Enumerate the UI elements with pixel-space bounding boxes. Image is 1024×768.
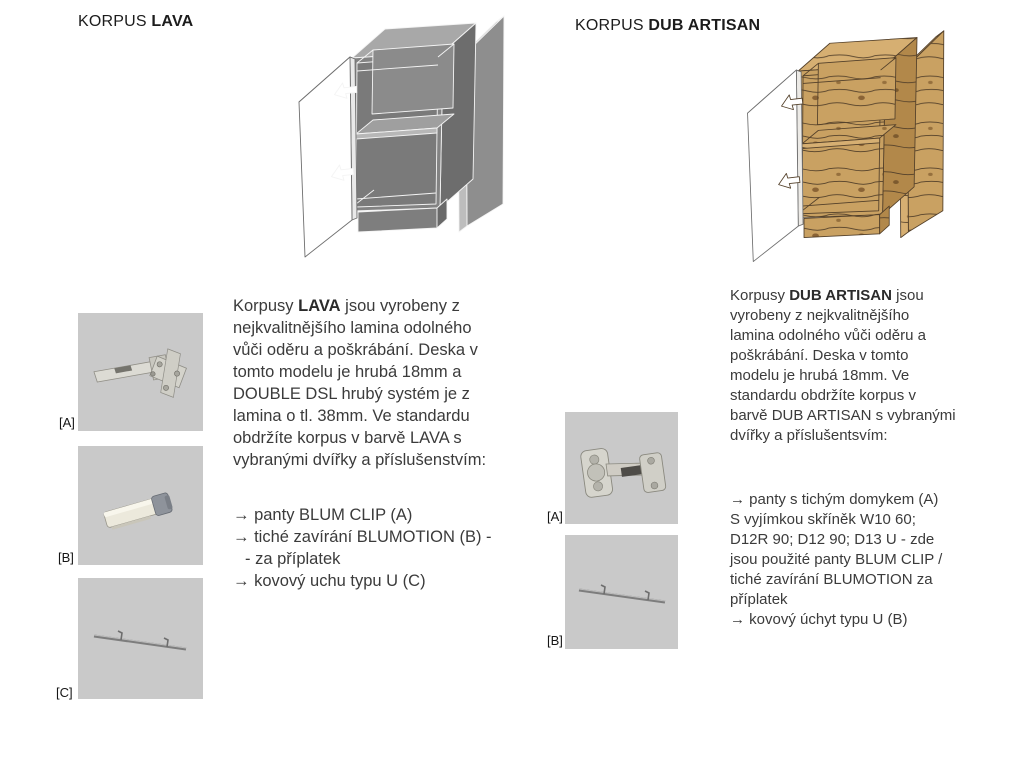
hardware-label: [A]: [59, 415, 75, 430]
dub-artisan-description: [730, 286, 956, 630]
paragraph-line: vybranými dvířky a příslušenstvím:: [233, 451, 487, 469]
hardware-photo-c: [78, 578, 203, 699]
paragraph-line: Korpusy DUB ARTISAN jsou: [730, 287, 924, 304]
spacer: [730, 446, 956, 490]
feature-item: → kovový uchu typu U (C): [233, 572, 426, 590]
paragraph-line: tomto modelu je hrubá 18mm a: [233, 363, 462, 381]
blum-clip-hinge-photo-icon: [78, 313, 203, 431]
feature-item-continuation: tiché zavírání BLUMOTION za: [730, 571, 933, 588]
paragraph-line: lamina o tl. 38mm. Ve standardu: [233, 407, 470, 425]
hardware-photo-a: [78, 313, 203, 431]
paragraph-line: lamina odolného vůči oděru a: [730, 327, 926, 344]
feature-item-continuation: S vyjímkou skříněk W10 60;: [730, 511, 916, 528]
title-bold: DUB ARTISAN: [648, 17, 761, 34]
feature-item: → panty s tichým domykem (A): [730, 491, 939, 508]
feature-item: → panty BLUM CLIP (A): [233, 506, 413, 524]
feature-item-continuation: jsou použité panty BLUM CLIP /: [730, 551, 943, 568]
lava-description: [233, 295, 492, 592]
paragraph-line: standardu obdržíte korpus v: [730, 387, 916, 404]
korpus-lava-title: [78, 13, 193, 31]
title-normal: KORPUS: [78, 13, 152, 30]
hardware-label: [B]: [547, 633, 563, 648]
hardware-label: [C]: [56, 685, 73, 700]
hardware-label: [A]: [547, 509, 563, 524]
paragraph-line: modelu je hrubá 18mm. Ve: [730, 367, 910, 384]
hardware-photo-b-right: [565, 535, 678, 649]
paragraph-line: vůči oděru a poškrábání. Deska v: [233, 341, 478, 359]
paragraph-line: DOUBLE DSL hrubý systém je z: [233, 385, 470, 403]
hardware-label: [B]: [58, 550, 74, 565]
paragraph-line: poškrábání. Deska v tomto: [730, 347, 909, 364]
dub-artisan-cabinet-illustration: [737, 22, 962, 278]
feature-item: → kovový úchyt typu U (B): [730, 611, 908, 628]
feature-item-continuation: D12R 90; D12 90; D13 U - zde: [730, 531, 935, 548]
spacer: [233, 471, 492, 504]
blumotion-damper-photo-icon: [78, 446, 203, 565]
paragraph-line: dvířky a příslušentsvím:: [730, 427, 888, 444]
paragraph-line: obdržíte korpus v barvě LAVA s: [233, 429, 462, 447]
paragraph-line: Korpusy LAVA jsou vyrobeny z: [233, 297, 460, 315]
paragraph-line: vyrobeny z nejkvalitnějšího: [730, 307, 910, 324]
lava-cabinet-illustration: [288, 8, 523, 273]
hardware-photo-a-right: [565, 412, 678, 524]
paragraph-line: barvě DUB ARTISAN s vybranými: [730, 407, 956, 424]
feature-item: → tiché zavírání BLUMOTION (B) -: [233, 528, 492, 546]
paragraph-line: nejkvalitnějšího lamina odolného: [233, 319, 472, 337]
feature-item-continuation: příplatek: [730, 591, 788, 608]
hardware-photo-b: [78, 446, 203, 565]
u-handle-photo-icon: [78, 578, 203, 699]
title-bold: LAVA: [151, 13, 194, 30]
korpus-dub-artisan-title: [575, 17, 760, 35]
feature-item-continuation: - za příplatek: [245, 550, 341, 568]
u-handle-photo-icon: [565, 535, 678, 649]
title-normal: KORPUS: [575, 17, 649, 34]
soft-close-hinge-photo-icon: [565, 412, 678, 524]
